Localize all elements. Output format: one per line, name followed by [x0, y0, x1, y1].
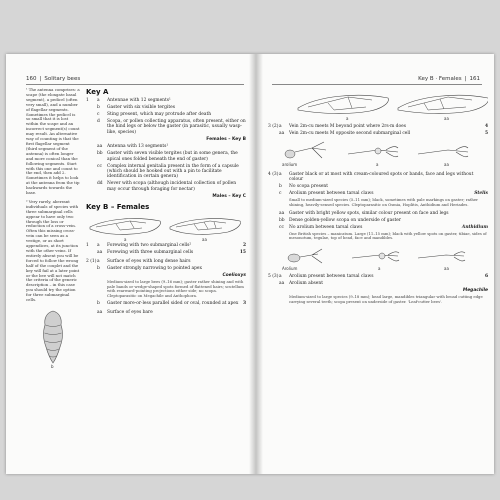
arolium-figure: [268, 244, 488, 274]
footnote-submarginal: ² Very rarely, aberrant individuals of species with three submarginal cells appear to have only two through the loss or reduction of a cross-vein. Often this missing cross-vein can be seen as a vestige, or as short appendices, at its junction with the other veins. If entirely absent you will be forced to follow the wrong half of the couplet and the key will fail at a later point or the bee will not match the criteria of the generic description – in this case you should try the option for three submarginal cells.: [26, 198, 80, 303]
key-row: aa Gaster with bright yellow spots, similar colour present on face and legs: [279, 210, 449, 216]
running-header-left: 160 | Solitary bees: [26, 76, 81, 82]
key-row: aa Forewing with three submarginal cells 15: [97, 250, 246, 256]
key-row: d Scopa, or pollen collecting apparatus, often present, either on the hind legs or below the gaster (in parasitic, usually wasp-like, species): [97, 119, 246, 135]
key-row: 3 (2) a Vein 2m-cu meets M beyond point where 2rs-m does 4: [268, 124, 488, 129]
genus-anthidium: Anthidium: [461, 224, 488, 230]
key-row: dd Never with scopa (although incidental collection of pollen may occur through foraging for nectar): [97, 181, 237, 192]
header-rule: [26, 84, 244, 85]
key-row: aa Vein 2m-cu meets M opposite second submarginal cell 5: [279, 131, 488, 136]
key-row: aa Antenna with 13 segments¹: [97, 144, 169, 150]
key-row: b Gaster strongly narrowing to pointed apex: [97, 265, 202, 271]
key-row: bb Gaster with seven visible tergites (but in some genera, the apical ones folded beneath the end of gaster): [97, 151, 238, 162]
key-row: 4 (3) a Gaster black or at most with cream-coloured spots or bands, face and legs without colour: [268, 172, 474, 183]
footnote-sidebar: [26, 87, 80, 369]
arolium-a-icon: [352, 251, 399, 260]
book-gutter: [249, 54, 263, 474]
key-row: aa Surface of eyes bare: [97, 309, 153, 315]
genus-note-megachile: Medium-sized to large species (9–18 mm); head large, mandibles triangular with broad cutting edge carrying several teeth; scopa present on underside of gaster. 'Leaf-cutter bees'.: [289, 294, 483, 304]
figure-label-aa: aa: [444, 162, 449, 167]
header-rule: [272, 84, 482, 85]
forewing-three-cells-icon: [170, 219, 241, 235]
key-row: 1 a Antennae with 12 segments¹: [86, 98, 171, 103]
genus-coelioxys: Coelioxys: [222, 272, 246, 278]
key-row: b No scopa present: [279, 184, 329, 190]
genus-note-anthidium: One British species – manicatum. Large (11–15 mm); black with yellow spots on gaster, tibiae, sides of mesonotum, tegulae, top of head, face and mandibles.: [289, 230, 487, 241]
forewing-two-cells-icon: [90, 219, 161, 235]
key-a-heading: Key A: [86, 88, 109, 96]
forewing-figure: [86, 213, 246, 243]
arolium-aa-icon: [418, 251, 465, 260]
key-row: aa Arolium absent: [279, 280, 323, 286]
tarsal-claw-figure: [268, 138, 488, 172]
bee-gaster-figure: [26, 309, 80, 369]
genus-stelis: Stelis: [474, 191, 488, 197]
wing-venation-figure: [268, 88, 488, 124]
genus-note-coelioxys: Medium-sized to large bees (9–16 mm); gaster rather shining and with pale bands or wedge-shaped spots formed of flattened hairs; scutellum with rearward-pointing projections either side; no scopa. Cleptoparasitic on Megachile and Anthophora.: [107, 279, 244, 298]
running-head: Solitary bees: [44, 76, 81, 82]
figure-label-aa: aa: [444, 265, 449, 271]
key-row: c Arolium present between tarsal claws Stelis: [279, 191, 488, 197]
footnote-antenna: ¹ The antenna comprises: a scape (the elongate basal segment), a pedicel (often very small), and a number of flagellar segments. Sometimes the pedicel is so small that it is lost within the scape and an incorrect segment(s) count may result. An alternative way of counting is that the first flagellar segment (third segment of the antenna) is often longer and more conical than the following segments. Start with this one and count to the end, then add 2. Sometimes it helps to look at the antenna from the tip backwards towards the base.: [26, 87, 80, 196]
arolium-detail-icon: [288, 249, 322, 263]
left-page: [6, 54, 250, 474]
key-reference-males: Males – Key C: [212, 193, 246, 199]
figure-label-aa: aa: [202, 237, 207, 243]
wing-vein-aa-icon: [398, 95, 488, 113]
key-row: 1 a Forewing with two submarginal cells² 2: [86, 243, 246, 249]
book-spread: [6, 54, 494, 474]
genus-note-stelis: Small to medium-sized species (5–11 mm); black, sometimes with pale markings on gaster; rather shining, heavily-sensed species. Cleptoparasitic on Osmia, Hoplitis, Anthidium and Heriades.: [289, 197, 478, 207]
key-row: cc Complex internal genitalia present in the form of a capsule (which should be hooked out with a pin to facilitate identification in certain genera): [97, 163, 239, 180]
running-header-right: Key B · Females | 161: [418, 76, 480, 82]
key-row: 2 (1) a Surface of eyes with long dense hairs: [86, 258, 191, 264]
key-row: b Gaster with six visible tergites: [97, 105, 175, 110]
key-row: 5 (3) a Arolium present between tarsal claws 6: [268, 273, 488, 279]
right-page: [262, 54, 494, 474]
bee-figure-label: b: [51, 363, 54, 369]
figure-label-a: a: [124, 237, 127, 243]
figure-label-a: a: [376, 162, 379, 167]
figure-label-a: a: [346, 116, 349, 121]
tarsal-claw-a-icon: [348, 147, 398, 157]
tarsal-claw-aa-icon: [418, 147, 468, 157]
key-column-right: [268, 88, 488, 307]
key-row: b Gaster more-or-less parallel sided or oval, rounded at apex 3: [97, 301, 246, 307]
wing-vein-a-icon: [298, 95, 388, 113]
figure-label-arolium: Arolium: [282, 265, 298, 271]
genus-megachile: Megachile: [462, 287, 488, 293]
page-number: 160: [26, 76, 37, 82]
key-row: c Sting present, which may protrude after death: [97, 112, 212, 117]
key-row: cc No arolium between tarsal claws Anthidium: [279, 224, 488, 230]
page-number: 161: [469, 76, 480, 82]
key-column-left: [86, 88, 246, 317]
tarsal-claw-icon: [285, 142, 326, 158]
key-row: bb Dense golden-yellow scopa on underside of gaster: [279, 217, 401, 223]
figure-label-a: a: [378, 265, 381, 271]
key-b-heading: Key B – Females: [86, 203, 150, 212]
figure-label-arolium: arolium: [282, 162, 298, 167]
figure-label-aa: aa: [444, 116, 449, 121]
running-head: Key B · Females: [418, 76, 462, 82]
key-reference-females: Females – Key B: [206, 136, 246, 142]
